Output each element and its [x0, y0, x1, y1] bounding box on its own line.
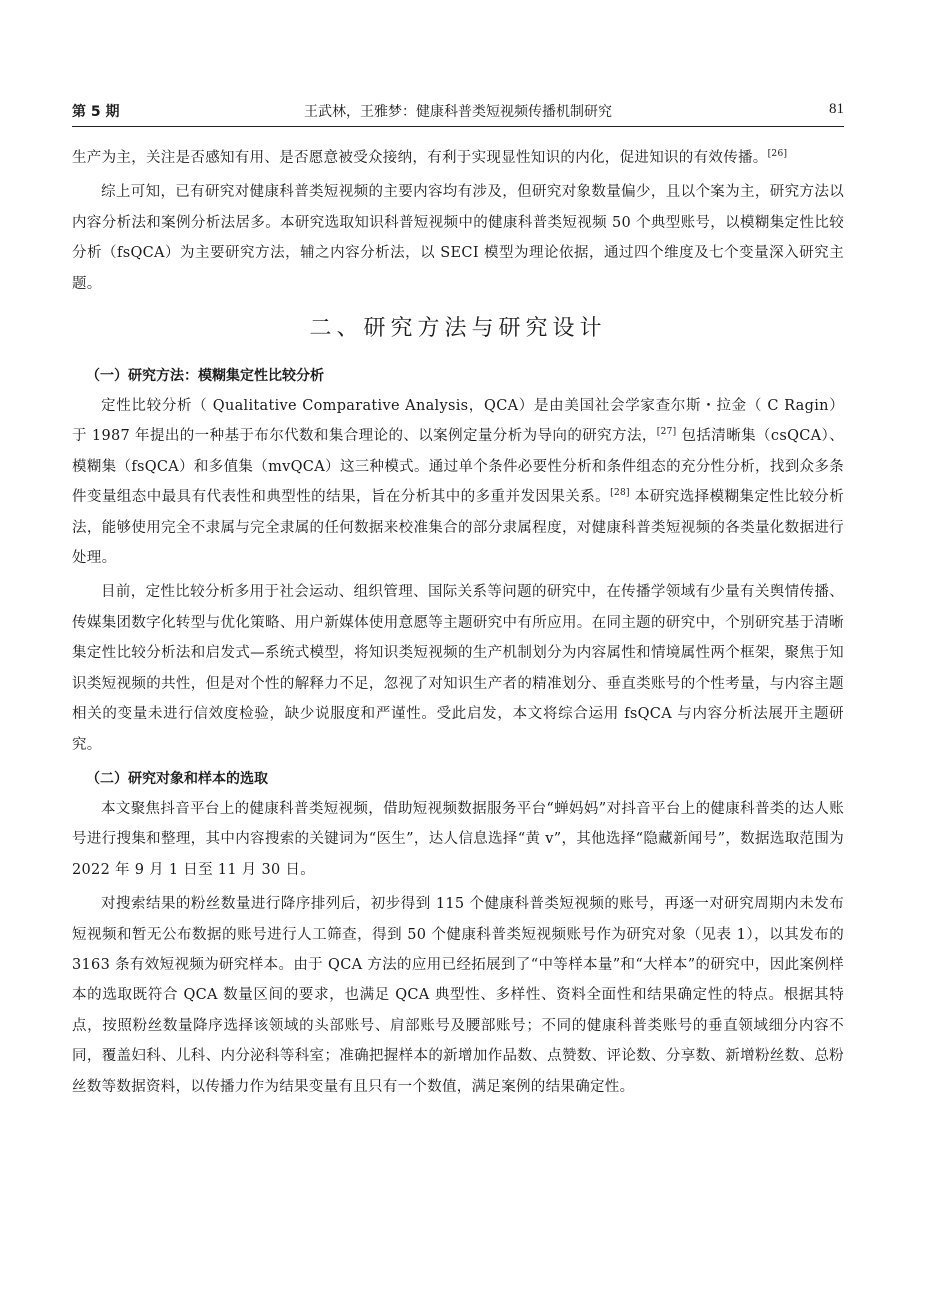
- header-rule: [72, 126, 844, 127]
- page-number: 81: [829, 101, 844, 117]
- issue-number: 第 5 期: [72, 104, 120, 120]
- paragraph-5: 本文聚焦抖音平台上的健康科普类短视频，借助短视频数据服务平台“蝉妈妈”对抖音平台上的健康科普类的达人账号进行搜集和整理，其中内容搜索的关键词为“医生”，达人信息选择“黄 v”，其他选择“隐藏新闻号”，数据选取范围为 2022 年 9 月 1 日至 11 月 30 日。: [72, 800, 844, 878]
- section-heading: 二、研究方法与研究设计: [309, 316, 607, 342]
- paragraph-2: 综上可知，已有研究对健康科普类短视频的主要内容均有涉及，但研究对象数量偏少，且以个案为主，研究方法以内容分析法和案例分析法居多。本研究选取知识科普短视频中的健康科普类短视频 50 个典型账号，以模糊集定性比较分析（fsQCA）为主要研究方法，辅之内容分析法，以 SECI 模型为理论依据，通过四个维度及七个变量深入研究主题。: [72, 184, 844, 292]
- article-body: [72, 143, 844, 1106]
- subsection-heading-1: （一）研究方法：模糊集定性比较分析: [86, 368, 324, 385]
- paragraph-1: 生产为主，关注是否感知有用、是否愿意被受众接纳，有利于实现显性知识的内化，促进知识的有效传播。[26]: [72, 149, 788, 166]
- citation-26: [26]: [767, 149, 788, 159]
- citation-28: [28]: [610, 488, 630, 499]
- paragraph-3: 定性比较分析（ Qualitative Comparative Analysis，QCA）是由美国社会学家查尔斯・拉金（ C Ragin）于 1987 年提出的一种基于布尔代数和集合理论的、以案例定量分析为导向的研究方法，[27] 包括清晰集（csQCA）、模糊集（fsQCA）和多值集（mvQCA）这三种模式。通过单个条件必要性分析和条件组态的充分性分析，找到众多条件变量组态中最具有代表性和典型性的结果，旨在分析其中的多重并发因果关系。[28] 本研究选择模糊集定性比较分析法，能够使用完全不隶属与完全隶属的任何数据来校准集合的部分隶属程度，对健康科普类短视频的各类量化数据进行处理。: [72, 398, 845, 567]
- paragraph-6: 对搜索结果的粉丝数量进行降序排列后，初步得到 115 个健康科普类短视频的账号，再逐一对研究周期内未发布短视频和暂无公布数据的账号进行人工筛查，得到 50 个健康科普类短视频账号作为研究对象（见表 1），以其发布的 3163 条有效短视频为研究样本。由于 QCA 方法的应用已经拓展到了“中等样本量”和“大样本”的研究中，因此案例样本的选取既符合 QCA 数量区间的要求，也满足 QCA 典型性、多样性、资料全面性和结果确定性的特点。根据其特点，按照粉丝数量降序选择该领域的头部账号、肩部账号及腰部账号；不同的健康科普类账号的垂直领域细分内容不同，覆盖妇科、儿科、内分泌科等科室；准确把握样本的新增加作品数、点赞数、评论数、分享数、新增粉丝数、总粉丝数等数据资料，以传播力作为结果变量有且只有一个数值，满足案例的结果确定性。: [72, 896, 844, 1095]
- subsection-heading-2: （二）研究对象和样本的选取: [86, 770, 268, 787]
- running-title: 王武林，王雅梦：健康科普类短视频传播机制研究: [304, 104, 612, 120]
- paragraph-4: 目前，定性比较分析多用于社会运动、组织管理、国际关系等问题的研究中，在传播学领域有少量有关舆情传播、传媒集团数字化转型与优化策略、用户新媒体使用意愿等主题研究中有所应用。在同主题的研究中，个别研究基于清晰集定性比较分析法和启发式—系统式模型，将知识类短视频的生产机制划分为内容属性和情境属性两个框架，聚焦于知识类短视频的共性，但是对个性的解释力不足，忽视了对知识生产者的精准划分、垂直类账号的个性考量，与内容主题相关的变量未进行信效度检验，缺少说服度和严谨性。受此启发，本文将综合运用 fsQCA 与内容分析法展开主题研究。: [72, 584, 844, 753]
- citation-27: [27]: [656, 427, 677, 438]
- running-header: [72, 101, 844, 125]
